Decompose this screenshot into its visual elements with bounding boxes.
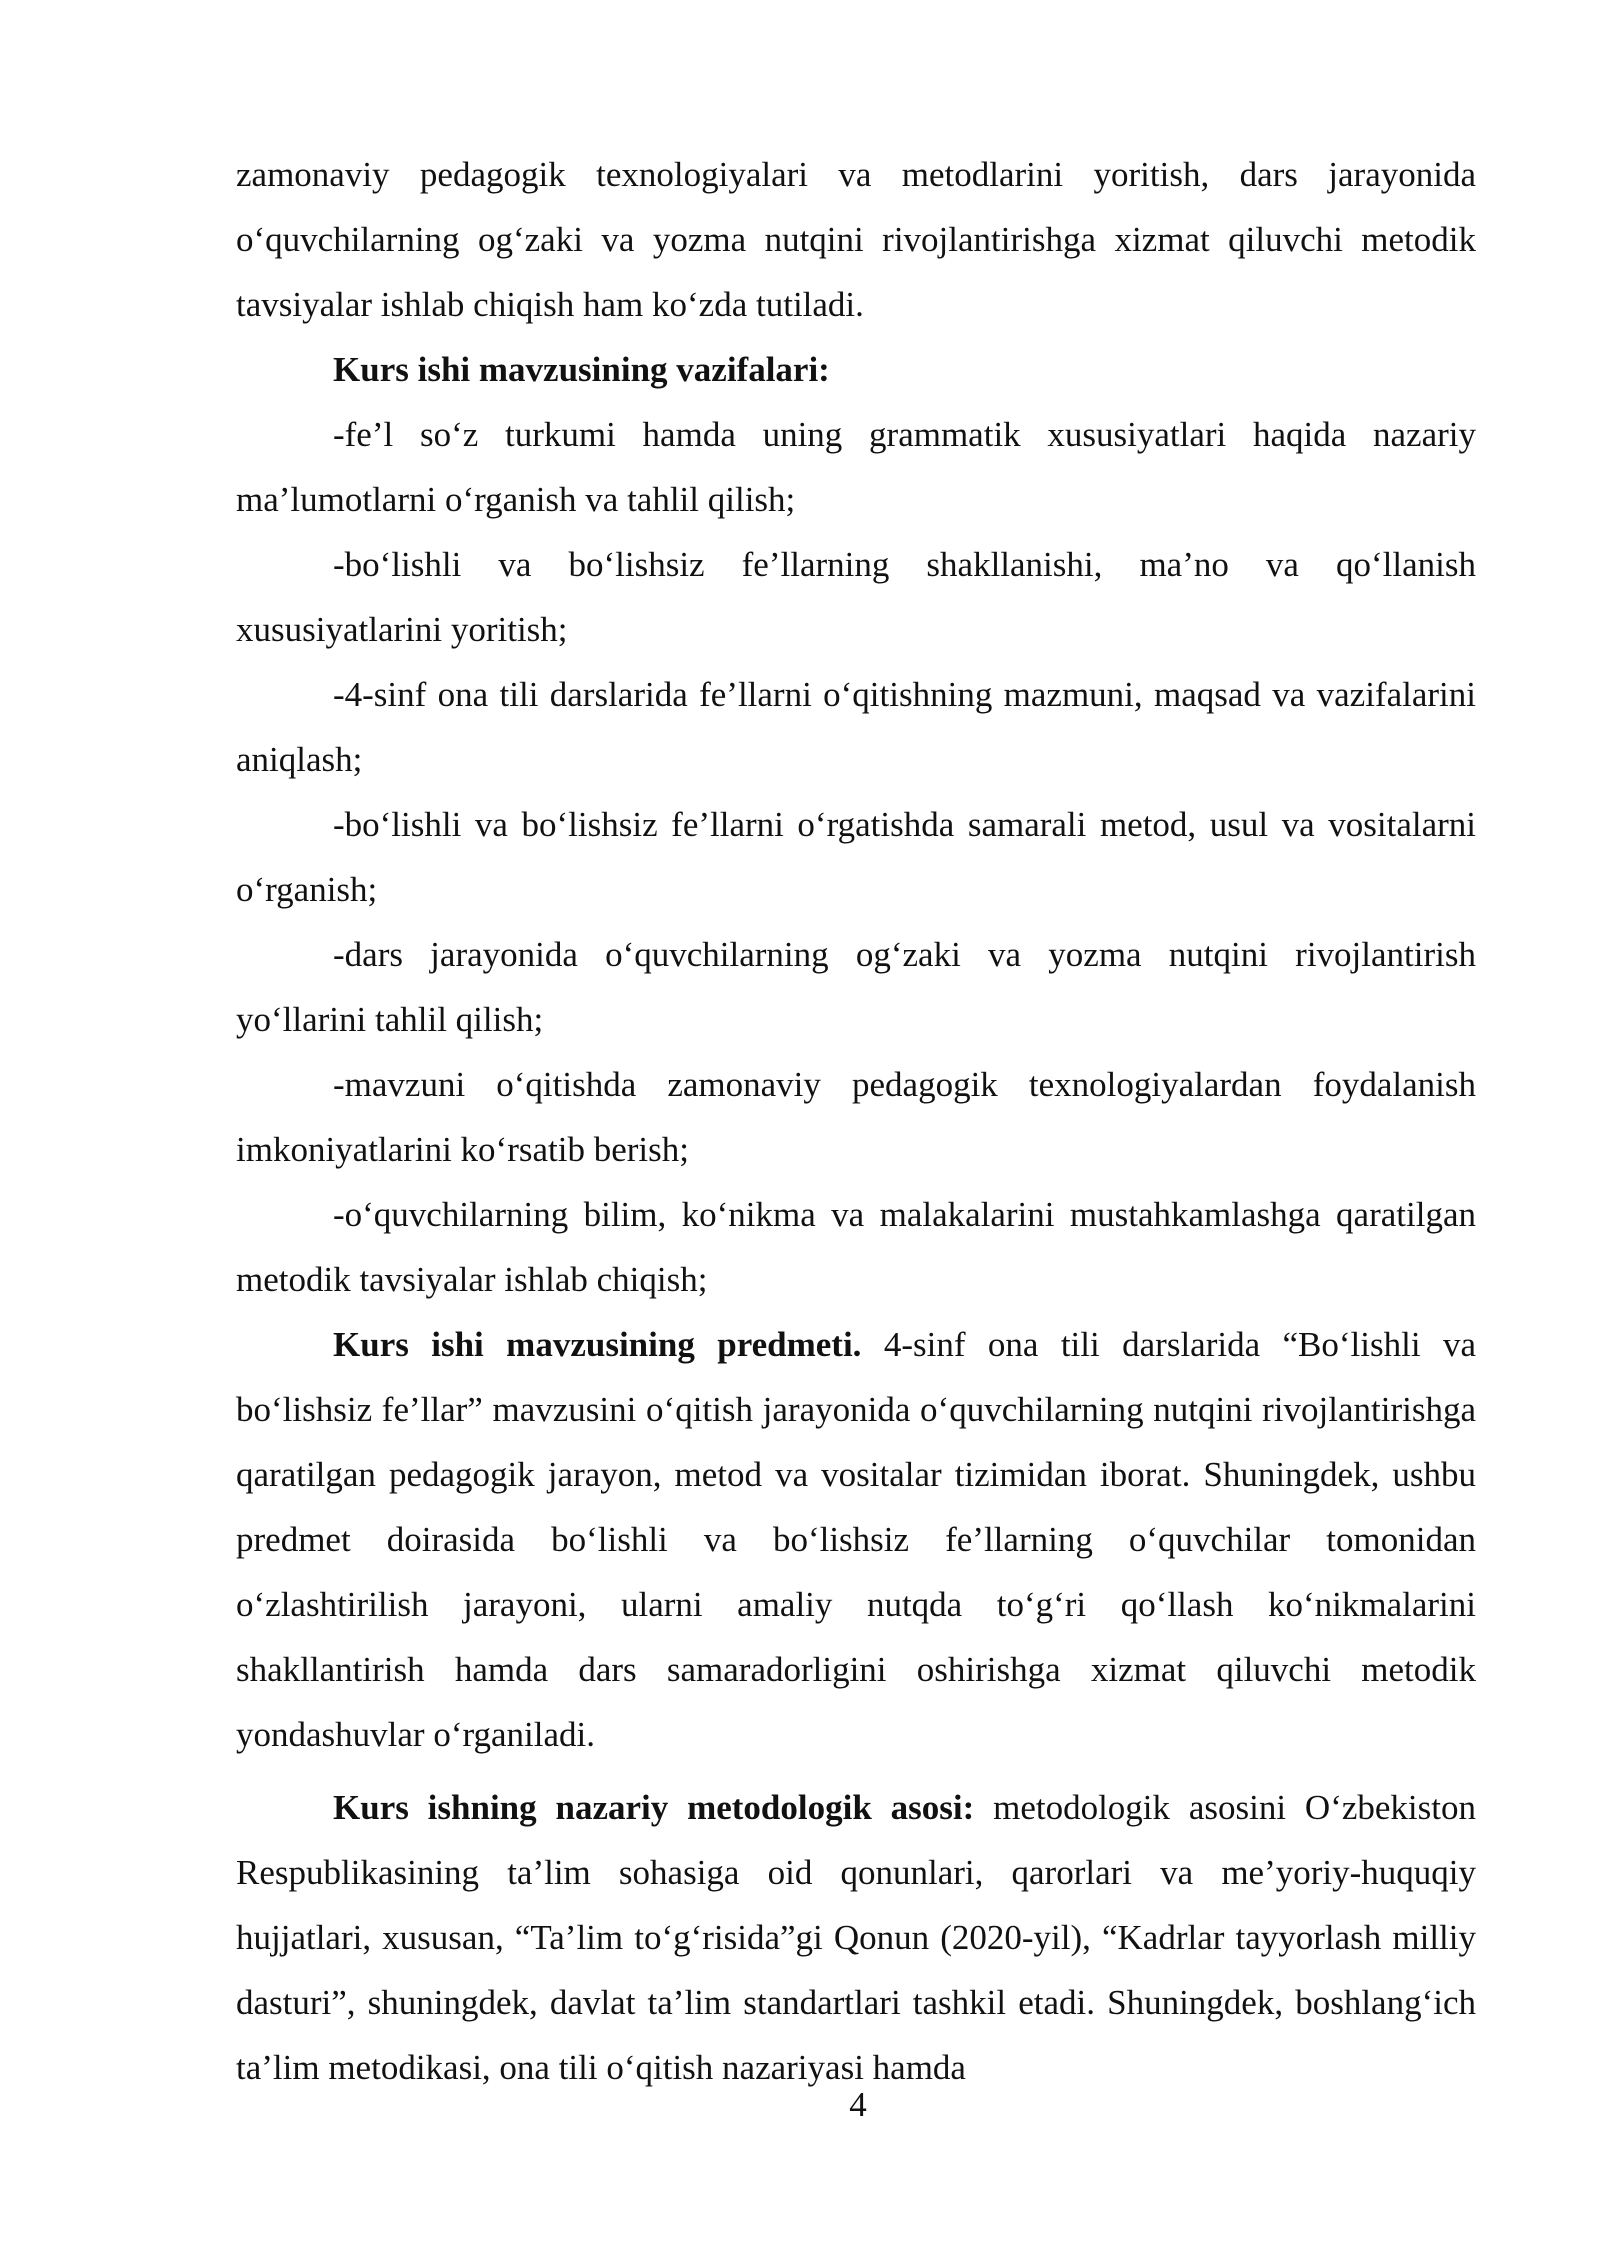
task-item: -bo‘lishli va bo‘lishsiz fe’llarni o‘rgatishda samarali metod, usul va vositalarni o‘rganish; [236, 805, 1476, 909]
methodology-heading: Kurs ishning nazariy metodologik asosi: [333, 1788, 975, 1827]
subject-heading: Kurs ishi mavzusining predmeti. [333, 1325, 862, 1364]
document-body [236, 142, 1476, 2100]
methodology-paragraph [236, 1775, 1476, 2100]
tasks-heading: Kurs ishi mavzusining vazifalari: [333, 350, 830, 389]
subject-paragraph [236, 1312, 1476, 1767]
task-item: -4-sinf ona tili darslarida fe’llarni o‘qitishning mazmuni, maqsad va vazifalarini aniqlash; [236, 675, 1476, 779]
intro-paragraph: zamonaviy pedagogik texnologiyalari va metodlarini yoritish, dars jarayonida o‘quvchilarning og‘zaki va yozma nutqini rivojlantirishga xizmat qiluvchi metodik tavsiyalar ishlab chiqish ham ko‘zda tutiladi. [236, 155, 1476, 324]
page-number: 4 [849, 2085, 867, 2124]
task-item: -o‘quvchilarning bilim, ko‘nikma va malakalarini mustahkamlashga qaratilgan metodik tavsiyalar ishlab chiqish; [236, 1195, 1476, 1299]
task-item: -fe’l so‘z turkumi hamda uning grammatik xususiyatlari haqida nazariy ma’lumotlarni o‘rganish va tahlil qilish; [236, 415, 1476, 519]
task-item: -mavzuni o‘qitishda zamonaviy pedagogik texnologiyalardan foydalanish imkoniyatlarini ko‘rsatib berish; [236, 1065, 1476, 1169]
methodology-text: metodologik asosini O‘zbekiston Respublikasining ta’lim sohasiga oid qonunlari, qarorlari va me’yoriy-huquqiy hujjatlari, xususan, “Ta’lim to‘g‘risida”gi Qonun (2020-yil), “Kadrlar tayyorlash milliy dasturi”, shuningdek, davlat ta’lim standartlari tashkil etadi. Shuningdek, boshlang‘ich ta’lim metodikasi, ona tili o‘qitish nazariyasi hamda [236, 1788, 1476, 2087]
task-item: -dars jarayonida o‘quvchilarning og‘zaki va yozma nutqini rivojlantirish yo‘llarini tahlil qilish; [236, 935, 1476, 1039]
task-item: -bo‘lishli va bo‘lishsiz fe’llarning shakllanishi, ma’no va qo‘llanish xususiyatlarini yoritish; [236, 545, 1476, 649]
subject-text: 4-sinf ona tili darslarida “Bo‘lishli va bo‘lishsiz fe’llar” mavzusini o‘qitish jarayonida o‘quvchilarning nutqini rivojlantirishga qaratilgan pedagogik jarayon, metod va vositalar tizimidan iborat. Shuningdek, ushbu predmet doirasida bo‘lishli va bo‘lishsiz fe’llarning o‘quvchilar tomonidan o‘zlashtirilish jarayoni, ularni amaliy nutqda to‘g‘ri qo‘llash ko‘nikmalarini shakllantirish hamda dars samaradorligini oshirishga xizmat qiluvchi metodik yondashuvlar o‘rganiladi. [236, 1325, 1476, 1754]
